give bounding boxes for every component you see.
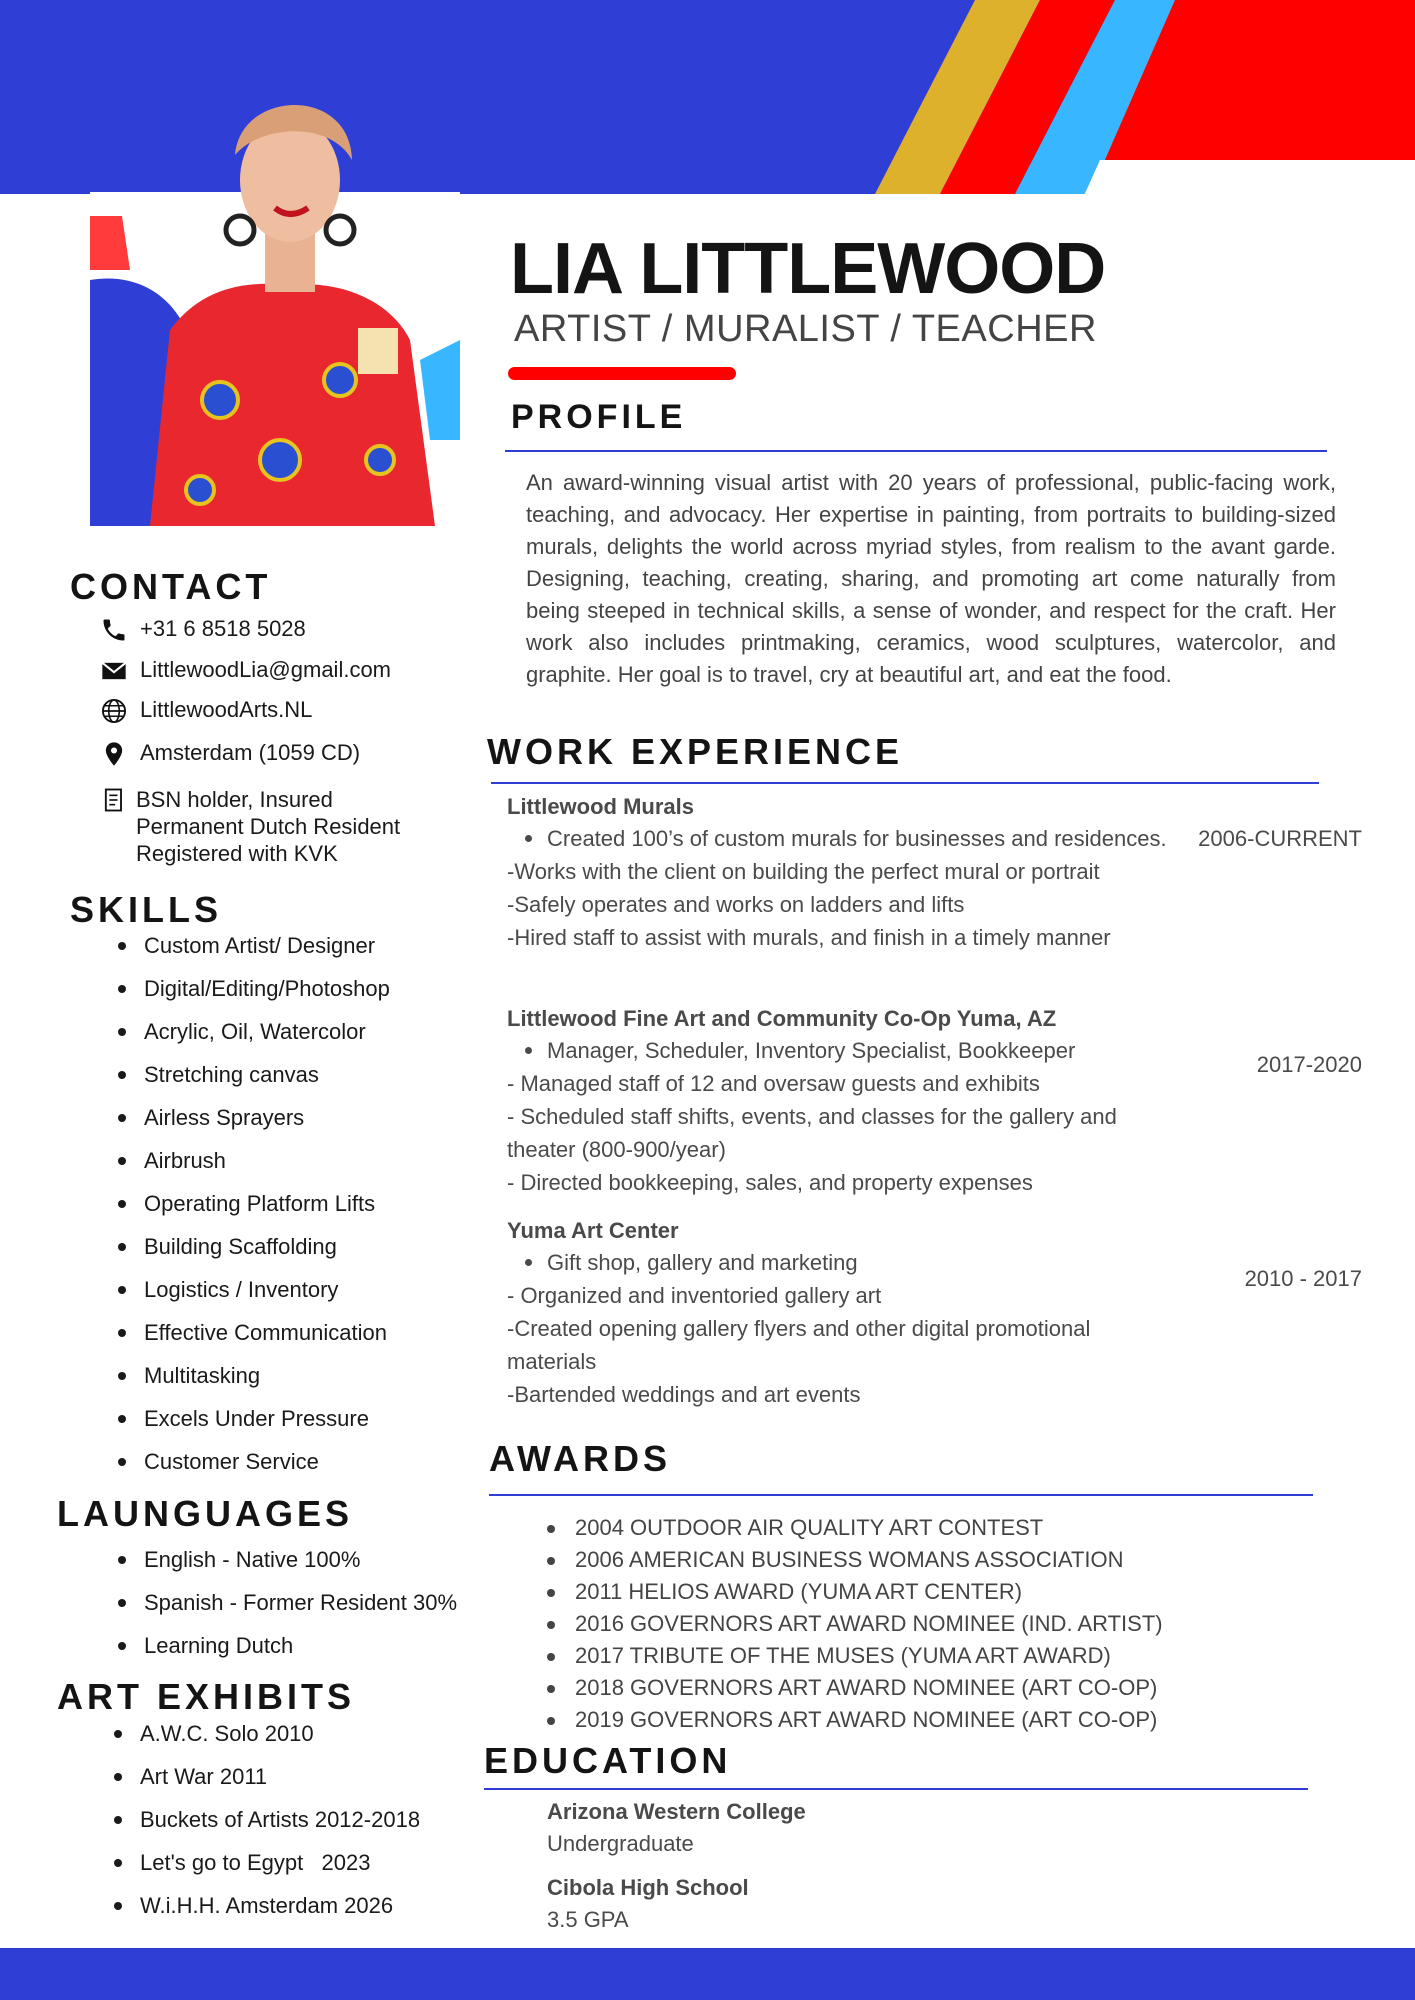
award-item: 2018 GOVERNORS ART AWARD NOMINEE (ART CO-OP) [545, 1672, 1163, 1704]
awards-rule [489, 1494, 1313, 1496]
footer-band [0, 1948, 1415, 2000]
skill-item: Excels Under Pressure [114, 1397, 390, 1440]
skill-item: Acrylic, Oil, Watercolor [114, 1010, 390, 1053]
skill-item: Custom Artist/ Designer [114, 924, 390, 967]
profile-heading: PROFILE [511, 398, 687, 436]
job-duty: -Safely operates and works on ladders and lifts [507, 892, 965, 917]
contact-heading: CONTACT [70, 566, 272, 607]
exhibits-list [110, 1712, 420, 1927]
school-name: Cibola High School [547, 1875, 749, 1900]
job-bullet: Created 100’s of custom murals for businesses and residences. [507, 822, 1167, 855]
job-2 [507, 1006, 1167, 1199]
contact-phone [100, 616, 306, 644]
job-bullet: Gift shop, gallery and marketing [507, 1246, 1167, 1279]
candidate-name: LIA LITTLEWOOD [510, 229, 1106, 309]
title-underline-bar [508, 367, 736, 380]
job-duty: -Works with the client on building the perfect mural or portrait [507, 859, 1100, 884]
skill-item: Effective Communication [114, 1311, 390, 1354]
document-icon [100, 786, 128, 814]
job-duty: -Hired staff to assist with murals, and finish in a timely manner [507, 925, 1111, 950]
skills-list [114, 924, 390, 1483]
award-item: 2004 OUTDOOR AIR QUALITY ART CONTEST [545, 1512, 1163, 1544]
education-entry [547, 1872, 749, 1936]
education-heading: EDUCATION [484, 1740, 732, 1781]
school-detail: Undergraduate [547, 1831, 694, 1856]
language-item: Spanish - Former Resident 30% [114, 1581, 457, 1624]
contact-email-text[interactable]: LittlewoodLia@gmail.com [140, 657, 392, 682]
profile-photo [90, 80, 460, 526]
award-item: 2011 HELIOS AWARD (YUMA ART CENTER) [545, 1576, 1163, 1608]
profile-rule [505, 450, 1327, 452]
candidate-subtitle: ARTIST / MURALIST / TEACHER [514, 308, 1097, 350]
language-item: Learning Dutch [114, 1624, 457, 1667]
mail-icon [100, 657, 128, 685]
job-1-date: 2006-CURRENT [1198, 826, 1362, 851]
job-3-date: 2010 - 2017 [1244, 1266, 1362, 1291]
contact-email [100, 657, 391, 685]
skill-item: Airless Sprayers [114, 1096, 390, 1139]
exhibits-heading: ART EXHIBITS [57, 1676, 356, 1717]
award-item: 2019 GOVERNORS ART AWARD NOMINEE (ART CO-OP) [545, 1704, 1163, 1736]
status-line-3: Registered with KVK [136, 841, 338, 866]
skill-item: Multitasking [114, 1354, 390, 1397]
job-duty: - Scheduled staff shifts, events, and classes for the gallery and theater (800-900/year) [507, 1104, 1117, 1162]
award-item: 2006 AMERICAN BUSINESS WOMANS ASSOCIATION [545, 1544, 1163, 1576]
globe-icon [100, 697, 128, 725]
exhibit-item: Art War 2011 [110, 1755, 420, 1798]
job-duty: - Managed staff of 12 and oversaw guests and exhibits [507, 1071, 1040, 1096]
job-bullet: Manager, Scheduler, Inventory Specialist, Bookkeeper [507, 1034, 1167, 1067]
school-name: Arizona Western College [547, 1799, 806, 1824]
job-company: Littlewood Murals [507, 794, 694, 819]
phone-icon [100, 616, 128, 644]
exhibit-item: Buckets of Artists 2012-2018 [110, 1798, 420, 1841]
skills-heading: SKILLS [70, 889, 223, 930]
exhibit-item: W.i.H.H. Amsterdam 2026 [110, 1884, 420, 1927]
awards-list [545, 1512, 1163, 1736]
work-heading: WORK EXPERIENCE [487, 731, 904, 772]
contact-status [100, 786, 400, 867]
contact-website [100, 697, 312, 725]
skill-item: Operating Platform Lifts [114, 1182, 390, 1225]
skill-item: Customer Service [114, 1440, 390, 1483]
job-duty: -Bartended weddings and art events [507, 1382, 861, 1407]
exhibit-item: A.W.C. Solo 2010 [110, 1712, 420, 1755]
white-notch [1082, 160, 1415, 200]
skill-item: Digital/Editing/Photoshop [114, 967, 390, 1010]
languages-heading: LAUNGUAGES [57, 1493, 354, 1534]
job-company: Littlewood Fine Art and Community Co-Op Yuma, AZ [507, 1006, 1057, 1031]
map-pin-icon [100, 740, 128, 768]
education-rule [484, 1788, 1308, 1790]
language-item: English - Native 100% [114, 1538, 457, 1581]
job-duty: -Created opening gallery flyers and other digital promotional materials [507, 1316, 1091, 1374]
job-3 [507, 1218, 1167, 1411]
contact-location [100, 740, 360, 768]
skill-item: Logistics / Inventory [114, 1268, 390, 1311]
job-1 [507, 794, 1167, 954]
school-detail: 3.5 GPA [547, 1907, 629, 1932]
job-2-date: 2017-2020 [1256, 1052, 1362, 1077]
contact-phone-text[interactable]: +31 6 8518 5028 [140, 616, 306, 641]
skill-item: Building Scaffolding [114, 1225, 390, 1268]
awards-heading: AWARDS [489, 1438, 672, 1479]
award-item: 2017 TRIBUTE OF THE MUSES (YUMA ART AWARD) [545, 1640, 1163, 1672]
status-line-1: BSN holder, Insured [136, 787, 333, 812]
skill-item: Airbrush [114, 1139, 390, 1182]
exhibit-item: Let's go to Egypt 2023 [110, 1841, 420, 1884]
job-duty: - Directed bookkeeping, sales, and property expenses [507, 1170, 1033, 1195]
profile-summary: An award-winning visual artist with 20 years of professional, public-facing work, teaching, and advocacy. Her expertise in painting, from portraits to building-sized murals, delights the world across myriad styles, from realism to the avant garde. Designing, teaching, creating, sharing, and promoting art come naturally from being steeped in technical skills, a sense of wonder, and respect for the craft. Her work also includes printmaking, ceramics, wood sculptures, watercolor, and graphite. Her goal is to travel, cry at beautiful art, and eat the food. [526, 470, 1336, 687]
education-entry [547, 1796, 806, 1860]
contact-location-text: Amsterdam (1059 CD) [140, 740, 361, 765]
award-item: 2016 GOVERNORS ART AWARD NOMINEE (IND. ARTIST) [545, 1608, 1163, 1640]
contact-website-text[interactable]: LittlewoodArts.NL [140, 697, 313, 722]
skill-item: Stretching canvas [114, 1053, 390, 1096]
job-duty: - Organized and inventoried gallery art [507, 1283, 882, 1308]
work-rule [491, 782, 1319, 784]
status-line-2: Permanent Dutch Resident [136, 814, 401, 839]
languages-list [114, 1538, 457, 1667]
job-company: Yuma Art Center [507, 1218, 679, 1243]
